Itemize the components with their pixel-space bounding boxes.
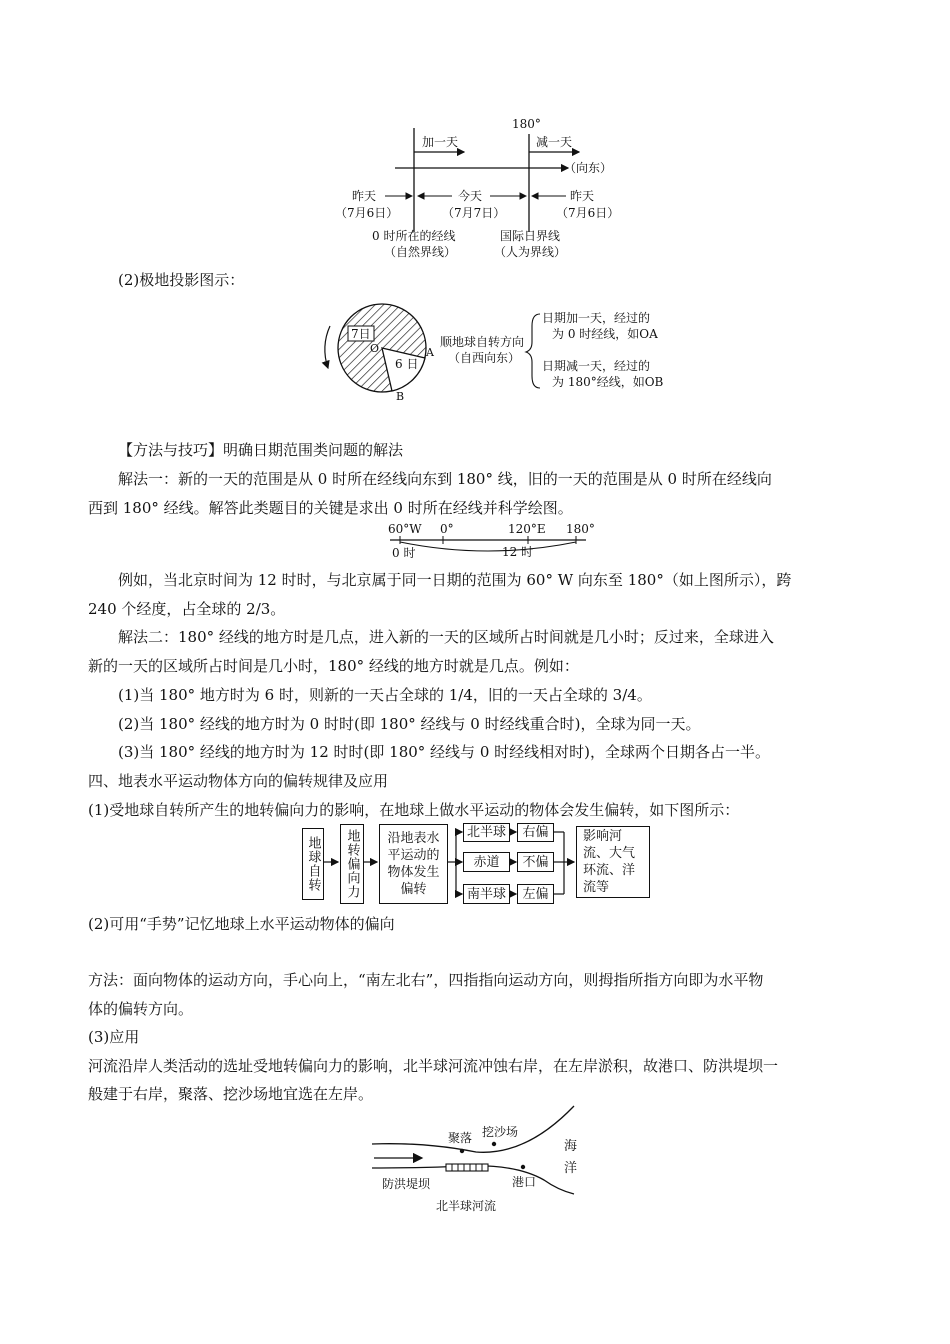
date-right: （7月6日） (556, 206, 620, 220)
point-a: A (426, 346, 434, 359)
natural-boundary-label: （自然界线） (384, 245, 457, 259)
day6-label: 6 日 (395, 357, 419, 371)
rule1-a: 日期加一天，经过的 (542, 311, 651, 325)
horizontal-motion-box: 沿地表水平运动的物体发生偏转 (379, 824, 448, 904)
earth-rotation-box: 地球自转 (302, 828, 324, 900)
artificial-boundary-label: （人为界线） (494, 245, 567, 259)
w60-label: 60°W (388, 522, 422, 536)
north-hemisphere-box: 北半球 (463, 823, 510, 842)
idl-label: 国际日界线 (500, 229, 561, 243)
flood-dike-label: 防洪堤坝 (382, 1177, 431, 1191)
west-to-east: （自西向东） (448, 351, 521, 365)
effects-box: 影响河流、大气环流、洋流等 (576, 826, 650, 898)
sand-mining-label: 挖沙场 (482, 1125, 519, 1139)
right-deflect-box: 右偏 (517, 823, 554, 842)
rule1-b: 为 0 时经线，如OA (552, 327, 658, 341)
section4-point2: (2)可用“手势”记忆地球上水平运动物体的偏向 (88, 915, 395, 933)
river-caption: 北半球河流 (436, 1199, 497, 1213)
coriolis-force-box: 地转偏向力 (340, 824, 364, 904)
section4-point1: (1)受地球自转所产生的地转偏向力的影响，在地球上做水平运动的物体会发生偏转，如下图所示： (88, 801, 740, 819)
case1: (1)当 180° 地方时为 6 时，则新的一天占全球的 1/4，旧的一天占全球的 3/4。 (118, 686, 652, 704)
river-diagram (366, 1104, 596, 1216)
section4-title: 四、地表水平运动物体方向的偏转规律及应用 (88, 772, 389, 790)
sea-label-2: 洋 (564, 1161, 578, 1176)
zero-deg-label: 0° (440, 522, 454, 536)
case2: (2)当 180° 经线的地方时为 0 时时(即 180° 经线与 0 时经线重合时)，全球为同一天。 (118, 715, 701, 733)
rule2-a: 日期减一天，经过的 (542, 359, 651, 373)
yesterday-right: 昨天 (570, 189, 595, 203)
application-line2: 般建于右岸，聚落、挖沙场地宜选在左岸。 (88, 1085, 374, 1103)
longitude-range-diagram (380, 520, 600, 562)
method1-line1: 解法一：新的一天的范围是从 0 时所在经线向东到 180° 线，旧的一天的范围是从 0 时所在经线向 (118, 470, 772, 488)
polar-projection-diagram (318, 302, 678, 406)
east-label: （向东） (564, 161, 613, 175)
day7-label: 7日 (351, 327, 371, 341)
today-label: 今天 (458, 189, 483, 203)
port-label: 港口 (512, 1175, 537, 1189)
sub-day-label: 减一天 (536, 135, 573, 149)
zero-hour-label: 0 时 (392, 546, 416, 560)
left-deflect-box: 左偏 (517, 884, 554, 904)
sea-label-1: 海 (564, 1139, 578, 1154)
rule2-b: 为 180°经线，如OB (552, 375, 664, 389)
method2-line2: 新的一天的区域所占时间是几小时，180° 经线的地方时就是几点。例如： (88, 657, 579, 675)
d180-label: 180° (566, 522, 595, 536)
add-day-label: 加一天 (422, 135, 459, 149)
point-b: B (396, 390, 405, 403)
label-180: 180° (512, 117, 541, 131)
equator-box: 赤道 (463, 852, 510, 872)
case3: (3)当 180° 经线的地方时为 12 时时(即 180° 经线与 0 时经线相对时)，全球两个日期各占一半。 (118, 743, 770, 761)
settlement-label: 聚落 (448, 1131, 473, 1145)
method2-line1: 解法二：180° 经线的地方时是几点，进入新的一天的区域所占时间就是几小时；反过来，全球进入 (118, 628, 774, 646)
date-line-diagram (330, 112, 630, 262)
point-o: O (370, 342, 380, 355)
application-line1: 河流沿岸人类活动的选址受地转偏向力的影响，北半球河流冲蚀右岸，在左岸淤积，故港口、防洪堤坝一 (88, 1057, 779, 1075)
twelve-hour-label: 12 时 (502, 545, 534, 559)
date-mid: （7月7日） (442, 206, 506, 220)
deflection-flowchart (300, 820, 690, 908)
polar-projection-heading: (2)极地投影图示： (118, 271, 245, 289)
example-line2: 240 个经度，占全球的 2/3。 (88, 600, 286, 618)
no-deflect-box: 不偏 (517, 852, 554, 872)
south-hemisphere-box: 南半球 (463, 884, 510, 904)
hand-method-line2: 体的偏转方向。 (88, 1000, 194, 1018)
rotation-direction: 顺地球自转方向 (440, 335, 525, 349)
e120-label: 120°E (508, 522, 546, 536)
method-title: 【方法与技巧】明确日期范围类问题的解法 (118, 441, 404, 459)
method1-line2: 西到 180° 经线。解答此类题目的关键是求出 0 时所在经线并科学绘图。 (88, 499, 573, 517)
yesterday-left: 昨天 (352, 189, 377, 203)
zero-hour-line-label: 0 时所在的经线 (372, 229, 456, 243)
date-left: （7月6日） (335, 206, 399, 220)
example-line1: 例如，当北京时间为 12 时时，与北京属于同一日期的范围为 60° W 向东至 180°（如上图所示），跨 (118, 571, 792, 589)
hand-method-line1: 方法：面向物体的运动方向，手心向上，“南左北右”，四指指向运动方向，则拇指所指方向即为水平物 (88, 971, 764, 989)
section4-point3: (3)应用 (88, 1028, 140, 1046)
